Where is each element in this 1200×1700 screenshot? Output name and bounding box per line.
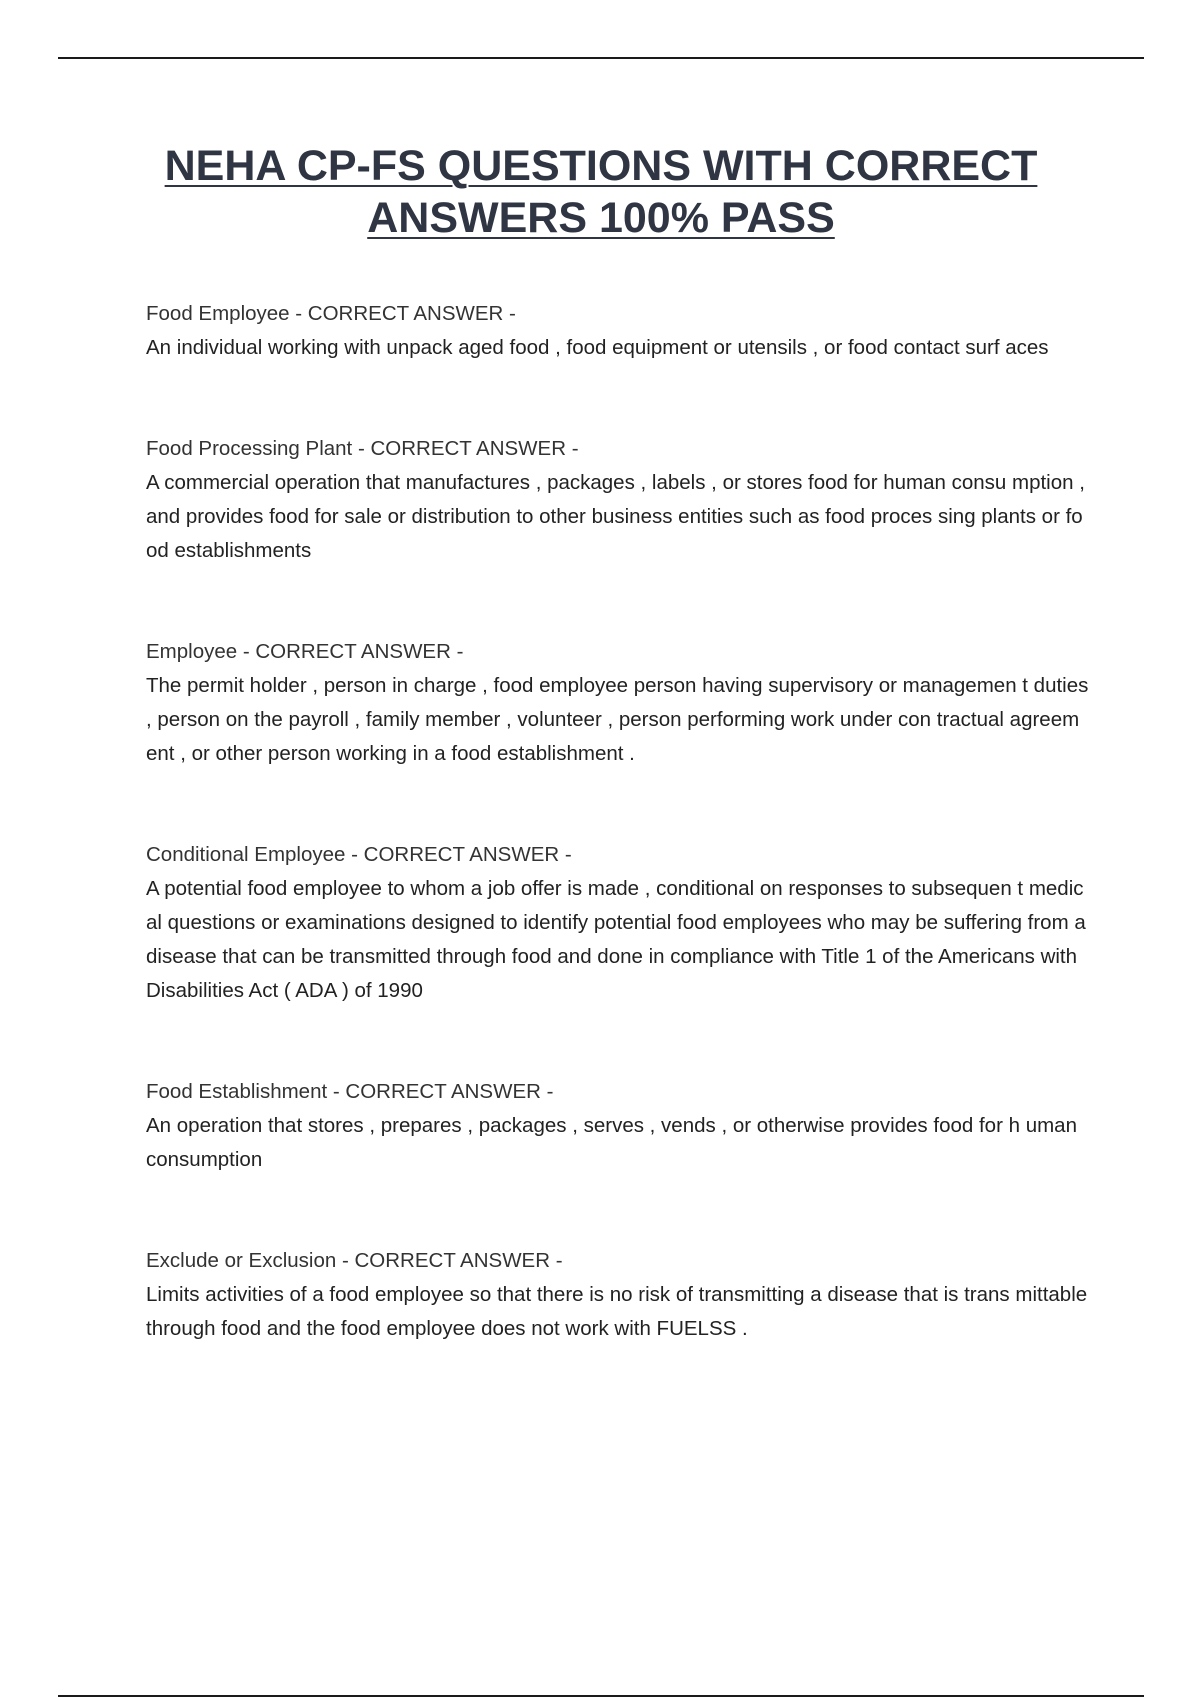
entry-term: Conditional Employee - CORRECT ANSWER - (146, 843, 572, 866)
entry-term: Employee - CORRECT ANSWER - (146, 640, 464, 663)
qa-entry (146, 297, 1090, 365)
qa-entry (146, 635, 1090, 771)
entry-definition: A commercial operation that manufactures , packages , labels , or stores food for human consu mption , and provides food for sale or distribution to other business entities such as food proces sing plants or food establishments (146, 471, 1085, 562)
entry-term: Exclude or Exclusion - CORRECT ANSWER - (146, 1249, 563, 1272)
entry-definition: A potential food employee to whom a job offer is made , conditional on responses to subsequen t medical questions or examinations designed to identify potential food employees who may be suffering from a disease that can be transmitted through food and done in compliance with Title 1 of the Americans with Disabilities Act ( ADA ) of 1990 (146, 877, 1086, 1002)
top-divider (58, 57, 1144, 59)
entry-definition: The permit holder , person in charge , food employee person having supervisory or managemen t duties , person on the payroll , family member , volunteer , person performing work under con tractual agreement , or other person working in a food establishment . (146, 674, 1089, 765)
entry-definition: An operation that stores , prepares , packages , serves , vends , or otherwise provides food for h uman consumption (146, 1114, 1077, 1171)
bottom-divider (58, 1695, 1144, 1697)
qa-entry (146, 1075, 1090, 1177)
qa-list (146, 297, 1090, 1413)
entry-term: Food Employee - CORRECT ANSWER - (146, 302, 516, 325)
qa-entry (146, 838, 1090, 1008)
entry-definition: An individual working with unpack aged food , food equipment or utensils , or food contact surf aces (146, 336, 1049, 359)
entry-term: Food Processing Plant - CORRECT ANSWER - (146, 437, 579, 460)
qa-entry (146, 1244, 1090, 1346)
entry-definition: Limits activities of a food employee so that there is no risk of transmitting a disease that is trans mittable through food and the food employee does not work with FUELSS . (146, 1283, 1088, 1340)
entry-term: Food Establishment - CORRECT ANSWER - (146, 1080, 554, 1103)
qa-entry (146, 432, 1090, 568)
page-title: NEHA CP-FS QUESTIONS WITH CORRECT ANSWERS 100% PASS (164, 142, 1038, 242)
